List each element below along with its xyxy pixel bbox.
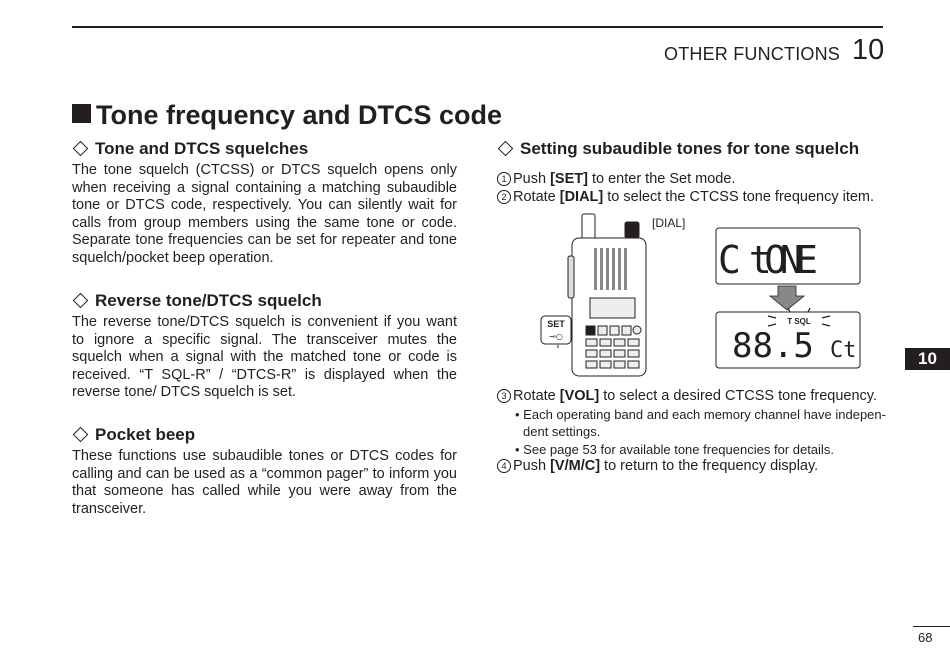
chapter-tab: 10 bbox=[905, 348, 950, 370]
step-text: Push bbox=[513, 171, 551, 187]
section-heading-setting-tones bbox=[497, 139, 859, 159]
section-heading-text: Tone and DTCS squelches bbox=[95, 139, 309, 158]
note-2: • See page 53 for available tone frequencies for details. bbox=[515, 442, 834, 457]
step-2 bbox=[497, 189, 874, 205]
chapter-number: 10 bbox=[852, 34, 885, 66]
note-1-continued: dent settings. bbox=[523, 424, 601, 439]
step-text: to return to the frequency display. bbox=[600, 458, 819, 474]
note-1: • Each operating band and each memory channel have indepen- bbox=[515, 407, 886, 422]
key-icon: ⊸○ bbox=[549, 332, 563, 341]
section-heading-text: Reverse tone/DTCS squelch bbox=[95, 291, 322, 310]
section-body-tone-dtcs: The tone squelch (CTCSS) or DTCS squelch opens only when receiving a signal containing a matching subaudible tone or DTCS code, respectively. You can silently wait for calls from group members using the same tone or code. Separate tone frequencies can be set for repeater and tone squelch/pocket beep operation. bbox=[72, 162, 457, 266]
step-1 bbox=[497, 171, 735, 187]
key-label: [VOL] bbox=[559, 388, 600, 404]
diamond-bullet-icon bbox=[73, 141, 89, 157]
step-number: 4 bbox=[497, 459, 511, 473]
section-heading-reverse bbox=[72, 291, 322, 311]
key-label: [SET] bbox=[550, 171, 588, 187]
section-body-pocket-beep: These functions use subaudible tones or DTCS codes for calling and can be used as a “common pager” to inform you that someone has called while you were away from the transceiver. bbox=[72, 448, 457, 517]
radio-display bbox=[590, 298, 635, 318]
transceiver-figure bbox=[538, 212, 868, 382]
section-body-reverse: The reverse tone/DTCS squelch is convenient if you want to ignore a specific signal. The transceiver mutes the squelch when a signal with the matched tone or code is received. “T SQL-R” / “DTCS-R” is displayed when the reverse tone/ DTCS squelch is set. bbox=[72, 314, 457, 400]
lcd-top-text: C tONE bbox=[718, 238, 818, 282]
page-title bbox=[72, 100, 502, 131]
arrow-down-icon bbox=[770, 286, 804, 310]
dial-label: [DIAL] bbox=[652, 216, 686, 230]
step-number: 2 bbox=[497, 190, 511, 204]
bottom-rule bbox=[913, 626, 950, 627]
chapter-title: OTHER FUNCTIONS bbox=[664, 44, 840, 64]
top-rule bbox=[72, 26, 883, 28]
step-text: Rotate bbox=[513, 189, 560, 205]
diamond-bullet-icon bbox=[498, 141, 514, 157]
step-text: to enter the Set mode. bbox=[587, 171, 736, 187]
lcd-bottom-suffix: Ct bbox=[830, 338, 857, 363]
lcd-bottom-frequency: 88.5 bbox=[732, 326, 814, 366]
transceiver-illustration bbox=[568, 214, 646, 376]
set-key-label: SET bbox=[547, 319, 565, 329]
step-3 bbox=[497, 388, 877, 404]
step-text: to select the CTCSS tone frequency item. bbox=[603, 189, 875, 205]
square-bullet-icon bbox=[72, 104, 91, 123]
step-text: Push bbox=[513, 458, 551, 474]
key-label: [V/M/C] bbox=[550, 458, 601, 474]
page-title-text: Tone frequency and DTCS code bbox=[96, 100, 503, 130]
step-number: 3 bbox=[497, 389, 511, 403]
page-number: 68 bbox=[918, 630, 933, 645]
diamond-bullet-icon bbox=[73, 293, 89, 309]
section-heading-text: Setting subaudible tones for tone squelch bbox=[520, 139, 860, 158]
section-heading-text: Pocket beep bbox=[95, 425, 196, 444]
section-heading-tone-dtcs bbox=[72, 139, 308, 159]
side-button bbox=[568, 256, 574, 298]
step-text: to select a desired CTCSS tone frequency. bbox=[599, 388, 878, 404]
step-4 bbox=[497, 458, 818, 474]
dial-knob bbox=[625, 222, 639, 238]
step-number: 1 bbox=[497, 172, 511, 186]
tsql-indicator: T SQL bbox=[787, 317, 811, 326]
step-text: Rotate bbox=[513, 388, 560, 404]
section-heading-pocket-beep bbox=[72, 425, 195, 445]
diamond-bullet-icon bbox=[73, 427, 89, 443]
key-label: [DIAL] bbox=[559, 189, 604, 205]
